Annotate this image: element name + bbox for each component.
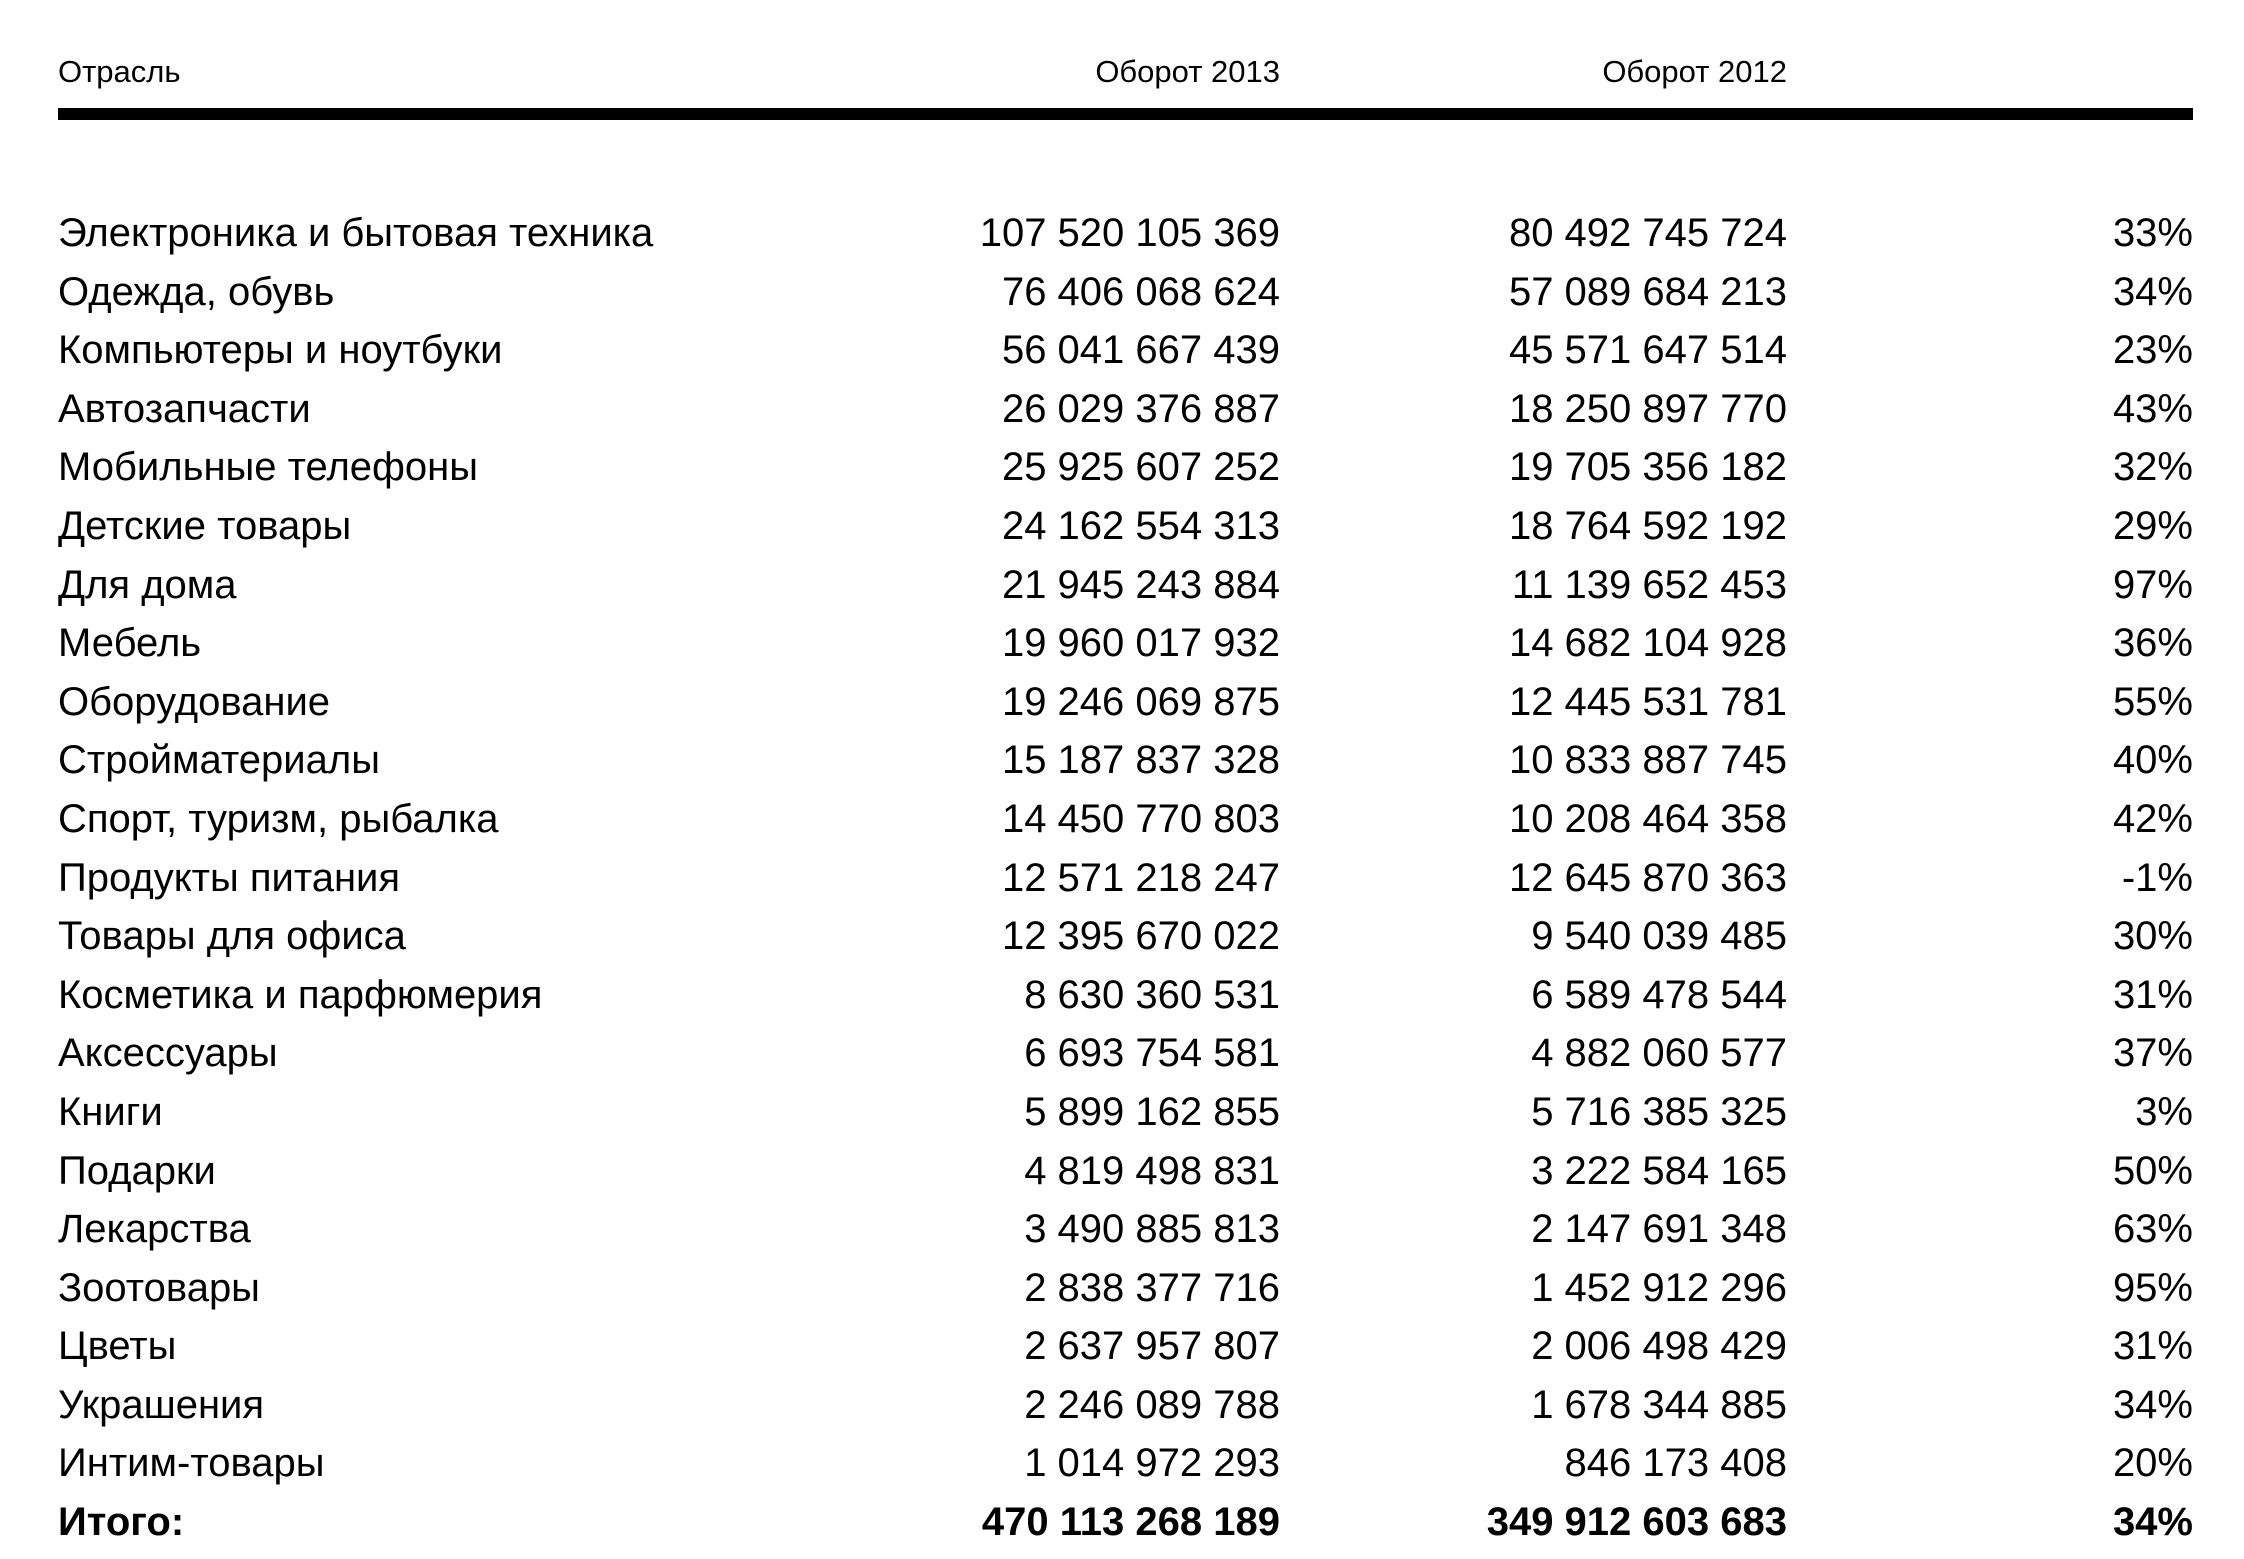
turnover-2013-cell: 2 637 957 807: [1024, 1324, 1280, 1369]
growth-cell: 31%: [2112, 972, 2193, 1017]
turnover-2013-cell: 76 406 068 624: [1001, 269, 1280, 314]
growth-cell: 23%: [2112, 328, 2193, 373]
total-label: Итого:: [58, 1500, 185, 1545]
growth-cell: 42%: [2112, 796, 2193, 841]
total-row: [58, 1493, 2193, 1552]
table-row: [58, 790, 2193, 849]
industry-cell: Цветы: [58, 1324, 177, 1369]
growth-cell: 97%: [2112, 562, 2193, 607]
table-row: [58, 1024, 2193, 1083]
total-turnover-2012: 349 912 603 683: [1486, 1500, 1787, 1545]
table-row: [58, 1083, 2193, 1142]
growth-cell: 63%: [2112, 1207, 2193, 1252]
table-row: [58, 556, 2193, 615]
growth-cell: 37%: [2112, 1031, 2193, 1076]
industry-cell: Стройматериалы: [58, 738, 380, 783]
industry-cell: Товары для офиса: [58, 914, 406, 959]
turnover-2013-cell: 1 014 972 293: [1024, 1441, 1280, 1486]
turnover-2013-cell: 24 162 554 313: [1001, 503, 1280, 548]
table-row: [58, 907, 2193, 966]
turnover-2013-cell: 2 838 377 716: [1024, 1265, 1280, 1310]
table-row: [58, 321, 2193, 380]
turnover-2012-cell: 9 540 039 485: [1531, 914, 1787, 959]
turnover-2013-cell: 107 520 105 369: [979, 211, 1280, 255]
growth-cell: 40%: [2112, 738, 2193, 783]
table-row: [58, 263, 2193, 322]
turnover-2012-cell: 19 705 356 182: [1508, 445, 1787, 490]
turnover-2012-cell: 1 678 344 885: [1531, 1382, 1787, 1427]
industry-cell: Подарки: [58, 1148, 216, 1193]
table-row: [58, 1376, 2193, 1435]
turnover-2013-cell: 2 246 089 788: [1024, 1382, 1280, 1427]
turnover-2012-cell: 2 006 498 429: [1531, 1324, 1787, 1369]
turnover-2012-cell: 11 139 652 453: [1511, 562, 1787, 607]
header-turnover-2013: Оборот 2013: [1095, 54, 1280, 89]
industry-cell: Интим-товары: [58, 1441, 325, 1486]
industry-cell: Автозапчасти: [58, 386, 311, 431]
growth-cell: 30%: [2112, 914, 2193, 959]
header-industry: Отрасль: [58, 54, 181, 89]
total-growth: 34%: [2112, 1500, 2193, 1545]
turnover-2013-cell: 8 630 360 531: [1024, 972, 1280, 1017]
growth-cell: 29%: [2112, 503, 2193, 548]
turnover-2012-cell: 846 173 408: [1564, 1441, 1787, 1486]
industry-cell: Косметика и парфюмерия: [58, 972, 543, 1017]
industry-cell: Компьютеры и ноутбуки: [58, 328, 503, 373]
turnover-2013-cell: 15 187 837 328: [1001, 738, 1280, 783]
growth-cell: 95%: [2112, 1265, 2193, 1310]
turnover-2013-cell: 12 571 218 247: [1001, 855, 1280, 900]
turnover-2012-cell: 4 882 060 577: [1531, 1031, 1787, 1076]
industry-cell: Мебель: [58, 621, 202, 666]
turnover-2012-cell: 10 833 887 745: [1508, 738, 1787, 783]
industry-cell: Книги: [58, 1089, 163, 1134]
table-body: [58, 204, 2193, 1552]
turnover-2012-cell: 6 589 478 544: [1531, 972, 1787, 1017]
industry-cell: Оборудование: [58, 679, 331, 724]
turnover-2013-cell: 56 041 667 439: [1001, 328, 1280, 373]
growth-cell: 3%: [2135, 1089, 2193, 1134]
turnover-2013-cell: 26 029 376 887: [1001, 386, 1280, 431]
industry-cell: Одежда, обувь: [58, 269, 335, 314]
growth-cell: -1%: [2121, 855, 2193, 900]
table-row: [58, 1142, 2193, 1201]
turnover-2013-cell: 6 693 754 581: [1024, 1031, 1280, 1076]
turnover-2012-cell: 10 208 464 358: [1508, 796, 1787, 841]
turnover-2012-cell: 3 222 584 165: [1531, 1148, 1787, 1193]
industry-cell: Мобильные телефоны: [58, 445, 479, 490]
header-divider: [58, 108, 2193, 120]
industry-cell: Электроника и бытовая техника: [58, 211, 654, 255]
turnover-2012-cell: 1 452 912 296: [1531, 1265, 1787, 1310]
turnover-2012-cell: 2 147 691 348: [1531, 1207, 1787, 1252]
table-row: [58, 614, 2193, 673]
turnover-2013-cell: 21 945 243 884: [1001, 562, 1280, 607]
growth-cell: 43%: [2112, 386, 2193, 431]
growth-cell: 33%: [2112, 211, 2193, 255]
growth-cell: 20%: [2112, 1441, 2193, 1486]
industry-cell: Для дома: [58, 562, 237, 607]
turnover-2013-cell: 5 899 162 855: [1024, 1089, 1280, 1134]
table-row: [58, 438, 2193, 497]
growth-cell: 34%: [2112, 269, 2193, 314]
turnover-2013-cell: 14 450 770 803: [1001, 796, 1280, 841]
table-row: [58, 673, 2193, 732]
table-row: [58, 731, 2193, 790]
growth-cell: 32%: [2112, 445, 2193, 490]
industry-cell: Спорт, туризм, рыбалка: [58, 796, 499, 841]
growth-cell: 36%: [2112, 621, 2193, 666]
turnover-2012-cell: 12 445 531 781: [1508, 679, 1787, 724]
turnover-2013-cell: 19 960 017 932: [1001, 621, 1280, 666]
growth-cell: 31%: [2112, 1324, 2193, 1369]
header-turnover-2012: Оборот 2012: [1602, 54, 1787, 89]
table-row: [58, 204, 2193, 263]
industry-cell: Аксессуары: [58, 1031, 278, 1076]
turnover-2013-cell: 4 819 498 831: [1024, 1148, 1280, 1193]
industry-cell: Детские товары: [58, 503, 352, 548]
growth-cell: 55%: [2112, 679, 2193, 724]
table-row: [58, 380, 2193, 439]
turnover-2012-cell: 18 764 592 192: [1508, 503, 1787, 548]
table-row: [58, 1200, 2193, 1259]
turnover-2013-cell: 19 246 069 875: [1001, 679, 1280, 724]
turnover-2012-cell: 45 571 647 514: [1508, 328, 1787, 373]
table-row: [58, 1259, 2193, 1318]
turnover-2012-cell: 18 250 897 770: [1508, 386, 1787, 431]
industry-cell: Лекарства: [58, 1207, 251, 1252]
industry-cell: Продукты питания: [58, 855, 401, 900]
table-row: [58, 849, 2193, 908]
growth-cell: 34%: [2112, 1382, 2193, 1427]
total-turnover-2013: 470 113 268 189: [981, 1500, 1280, 1545]
turnover-2013-cell: 12 395 670 022: [1001, 914, 1280, 959]
turnover-2012-cell: 5 716 385 325: [1531, 1089, 1787, 1134]
industry-cell: Украшения: [58, 1382, 265, 1427]
table-row: [58, 1434, 2193, 1493]
turnover-2012-cell: 57 089 684 213: [1508, 269, 1787, 314]
table-row: [58, 497, 2193, 556]
turnover-2012-cell: 14 682 104 928: [1508, 621, 1787, 666]
table-row: [58, 966, 2193, 1025]
industry-cell: Зоотовары: [58, 1265, 260, 1310]
growth-cell: 50%: [2112, 1148, 2193, 1193]
table-header: [58, 40, 2193, 100]
table-row: [58, 1317, 2193, 1376]
turnover-2012-cell: 80 492 745 724: [1508, 211, 1787, 255]
turnover-2013-cell: 3 490 885 813: [1024, 1207, 1280, 1252]
turnover-2012-cell: 12 645 870 363: [1508, 855, 1787, 900]
turnover-table: [58, 40, 2193, 1545]
turnover-2013-cell: 25 925 607 252: [1001, 445, 1280, 490]
